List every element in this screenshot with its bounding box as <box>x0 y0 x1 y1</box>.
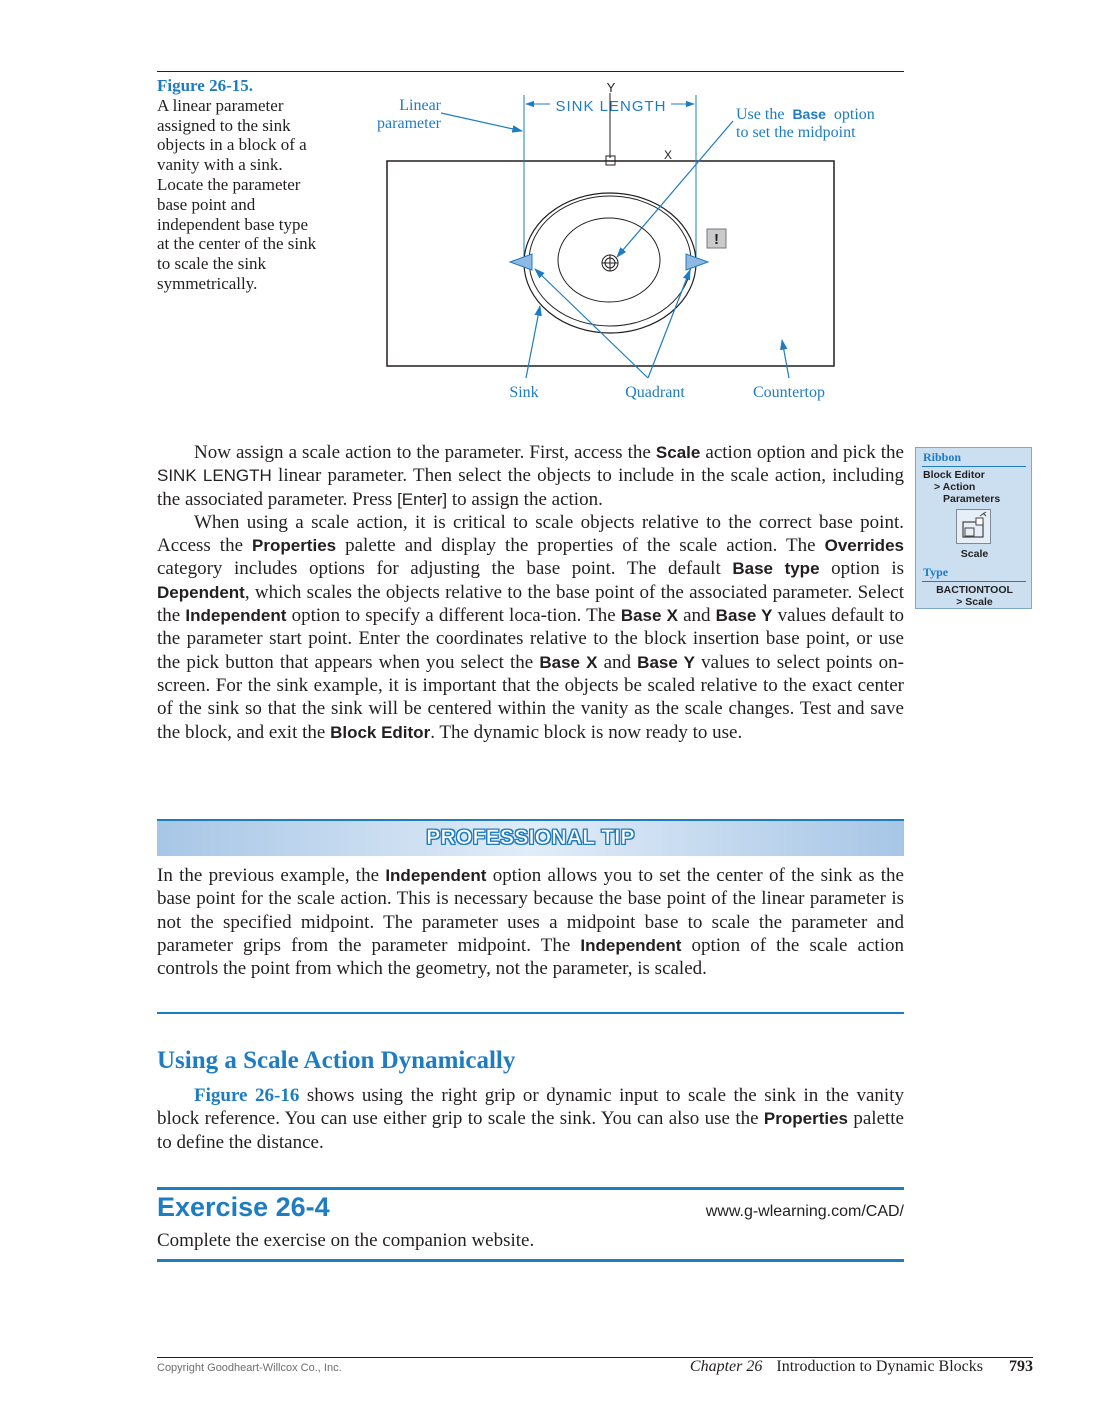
bold-term: Independent <box>185 606 287 626</box>
alert-glyph: ! <box>714 231 719 248</box>
chapter-footer <box>600 1358 1033 1376</box>
bold-term: Independent <box>580 935 682 955</box>
bold-term: Properties <box>763 1109 848 1129</box>
command-term: SINK LENGTH <box>157 466 272 486</box>
callout-linear-parameter-2: parameter <box>377 115 441 132</box>
section-paragraph <box>157 1084 904 1154</box>
professional-tip-text <box>157 864 904 980</box>
callout-quadrant: Quadrant <box>625 384 685 401</box>
text-run: action option and pick the <box>700 442 904 463</box>
vanity-sink-diagram <box>340 78 910 418</box>
ribbon-sidebar-box <box>915 447 1032 609</box>
bold-term: Properties <box>252 536 337 556</box>
text-run: , which scales the objects relative to the base point of the associated parameter. Select the <box>157 581 904 627</box>
text-run: and <box>677 605 716 627</box>
y-axis-label: Y <box>606 80 616 95</box>
bold-term: Scale <box>655 443 701 462</box>
text-run: Now assign a scale action to the parameter. First, access the <box>194 442 656 463</box>
figure-label: Figure 26-15. <box>157 76 254 95</box>
ribbon-label: Ribbon <box>923 450 962 464</box>
exercise-rule-top <box>157 1187 904 1190</box>
chapter-number: Chapter 26 <box>689 1358 763 1375</box>
text-run: palette and display the properties of the scale action. The <box>336 535 825 557</box>
bold-term: Base X <box>620 606 678 626</box>
professional-tip-rule <box>157 1012 904 1014</box>
page-number: 793 <box>1009 1358 1033 1375</box>
callout-use-base <box>736 106 875 123</box>
bold-term: Dependent <box>157 582 245 602</box>
bold-term: Base Y <box>637 652 695 672</box>
figure-caption <box>157 76 322 294</box>
text-run: to assign the action. <box>447 488 603 510</box>
dimension-label: SINK LENGTH <box>555 98 667 115</box>
text-run: values default to the parameter start point. Enter the coordinates relative to the block insertion base point, or use the pick button that appears when you select the <box>157 605 904 673</box>
left-grip-icon <box>510 254 532 270</box>
exercise-rule-bottom <box>157 1259 904 1262</box>
command-name: BACTIONTOOL <box>936 584 1013 596</box>
scale-tool-button[interactable] <box>956 509 991 544</box>
type-label: Type <box>923 565 949 579</box>
chapter-title: Introduction to Dynamic Blocks <box>776 1358 983 1375</box>
text-run: When using a scale action, it is critical to scale objects relative to the correct base point. Access the <box>157 511 904 557</box>
main-text <box>157 441 904 744</box>
x-axis-label: X <box>663 148 673 162</box>
bold-term: Base X <box>539 652 598 672</box>
bold-term: Overrides <box>824 536 904 556</box>
text-run: option is <box>819 558 904 580</box>
sink-basin <box>558 218 660 302</box>
ribbon-path-3: Parameters <box>943 493 1001 505</box>
paragraph-base-point <box>157 511 904 744</box>
text-run: and <box>597 651 638 673</box>
section-text <box>157 1084 904 1154</box>
exercise-title: Exercise 26-4 <box>157 1192 330 1222</box>
figure-top-rule <box>157 71 904 72</box>
tip-paragraph <box>157 864 904 980</box>
bold-term: Independent <box>385 866 487 885</box>
ribbon-path-1: Block Editor <box>923 469 985 481</box>
text-run: . The dynamic block is now ready to use. <box>430 721 743 743</box>
command-term: [Enter] <box>397 489 448 509</box>
bold-term: Block Editor <box>330 722 431 742</box>
text-run: linear parameter. Then select the objects to include in the scale action, including the associated parameter. Press <box>157 465 905 510</box>
figure-caption-text: A linear parameter assigned to the sink objects in a block of a vanity with a sink. Locate the parameter base point and independent base type at the center of the sink to scale the sink symmetrically. <box>157 95 317 293</box>
text-run: shows using the right grip or dynamic input to scale the sink in the vanity block reference. You can use either grip to scale the sink. You can also use the <box>157 1085 904 1130</box>
command-option: > Scale <box>956 596 993 608</box>
callout-use-base-2: to set the midpoint <box>736 124 856 141</box>
callout-use-base-bold: Base <box>792 106 826 122</box>
callout-countertop: Countertop <box>753 384 825 401</box>
ribbon-button-label: Scale <box>960 548 989 560</box>
exercise-url-link[interactable]: www.g-wlearning.com/CAD/ <box>705 1203 904 1220</box>
text-run: palette to define the distance. <box>157 1108 904 1153</box>
text-run: In the previous example, the <box>157 865 386 886</box>
bold-term: Base type <box>732 559 820 579</box>
section-heading: Using a Scale Action Dynamically <box>157 1047 516 1074</box>
callout-linear-parameter-1: Linear <box>399 97 441 114</box>
callout-use-base-pre: Use the <box>736 106 785 123</box>
text-run: category includes options for adjusting the base point. The default <box>157 558 733 580</box>
ribbon-path-2: > Action <box>934 481 976 493</box>
callout-use-base-post: option <box>833 106 875 123</box>
professional-tip-title: PROFESSIONAL TIP <box>426 826 635 849</box>
callout-sink: Sink <box>509 384 539 401</box>
scale-icon <box>957 510 990 543</box>
text-run: values to select points on-screen. For the sink example, it is important that the objects be scaled relative to the exact center of the sink so that the sink will be centered within the vanity as the scale changes. Test and save the block, and exit the <box>157 651 905 743</box>
exercise-text: Complete the exercise on the companion website. <box>157 1230 535 1251</box>
bold-term: Base Y <box>715 606 773 626</box>
text-run: option of the scale action controls the point from which the geometry, not the parameter, is scaled. <box>157 934 904 980</box>
paragraph-scale-action <box>157 441 904 511</box>
text-run: option to specify a different loca-tion. The <box>286 605 621 627</box>
right-grip-icon <box>686 254 708 270</box>
figure-reference-link[interactable]: Figure 26-16 <box>194 1085 300 1106</box>
text-run: option allows you to set the center of the sink as the base point for the scale action. This is necessary because the base point of the linear parameter is not the specified midpoint. The parameter uses a midpoint base to scale the parameter and parameter grips from the parameter midpoint. The <box>157 865 904 956</box>
copyright: Copyright Goodheart-Willcox Co., Inc. <box>157 1362 342 1374</box>
